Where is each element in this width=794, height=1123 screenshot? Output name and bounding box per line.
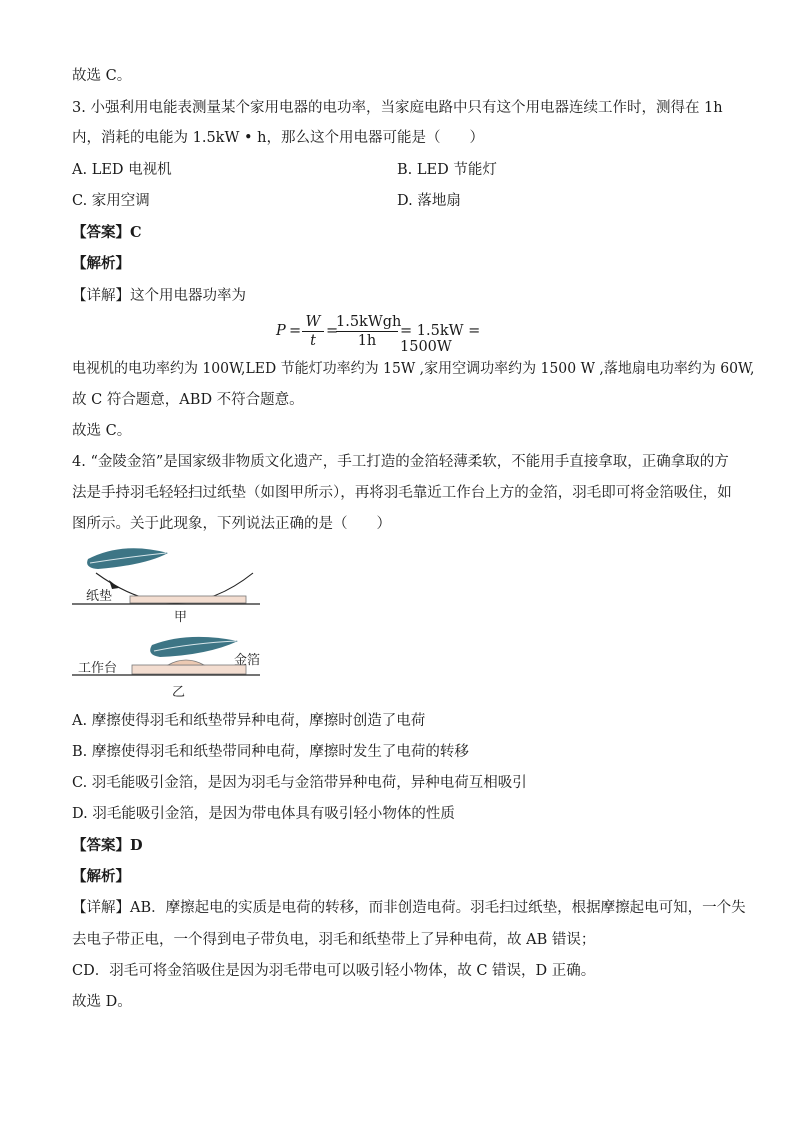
text-line: 故选 C。	[72, 68, 132, 84]
analysis-label: 【解析】	[72, 255, 130, 272]
detail-text: 【详解】这个用电器功率为	[72, 288, 246, 304]
formula-eq2: =	[326, 323, 339, 339]
gold-leaf	[168, 660, 204, 665]
option-b: B. 摩擦使得羽毛和纸垫带同种电荷，摩擦时发生了电荷的转移	[72, 744, 469, 760]
option-c: C. 家用空调	[72, 193, 150, 209]
question-4-stem: 4. “金陵金箔”是国家级非物质文化遗产，手工打造的金箔轻薄柔软，不能用手直接拿取，正确拿取的方	[72, 454, 729, 470]
label-paper-pad: 纸垫	[86, 589, 113, 604]
feather-icon	[150, 637, 238, 657]
fraction-w-over-t	[302, 313, 324, 350]
answer-label: 【答案】D	[72, 837, 143, 854]
label-jia: 甲	[174, 610, 188, 625]
label-gold-leaf: 金箔	[234, 653, 261, 668]
detail-text: 去电子带正电，一个得到电子带负电，羽毛和纸垫带上了异种电荷，故 AB 错误；	[72, 932, 596, 948]
answer-label: 【答案】C	[72, 224, 142, 241]
detail-text: CD．羽毛可将金箔吸住是因为羽毛带电可以吸引轻小物体，故 C 错误，D 正确。	[72, 963, 596, 979]
formula-p: P	[276, 323, 286, 339]
paper-pad	[130, 596, 246, 603]
option-b: B. LED 节能灯	[397, 162, 497, 178]
option-a: A. 摩擦使得羽毛和纸垫带异种电荷，摩擦时创造了电荷	[72, 713, 426, 729]
power-formula	[276, 313, 536, 353]
option-c: C. 羽毛能吸引金箔，是因为羽毛与金箔带异种电荷，异种电荷互相吸引	[72, 775, 527, 791]
option-a: A. LED 电视机	[72, 162, 172, 178]
option-d: D. 落地扇	[397, 193, 461, 209]
fraction-energy: 1.5kWgh	[336, 314, 402, 330]
label-work-bench: 工作台	[78, 661, 118, 676]
feather-icon	[87, 548, 168, 569]
detail-text: 故 C 符合题意，ABD 不符合题意。	[72, 392, 304, 408]
fraction-w: W	[305, 314, 321, 330]
question-4-stem-cont: 图所示。关于此现象，下列说法正确的是（ ）	[72, 516, 391, 532]
detail-text: 【详解】AB．摩擦起电的实质是电荷的转移，而非创造电荷。羽毛扫过纸垫，根据摩擦起电可知，一个失	[72, 900, 746, 916]
feather-figure	[68, 543, 268, 703]
text-line: 故选 D。	[72, 994, 132, 1010]
work-bench-pad	[132, 665, 246, 674]
question-3-stem-cont: 内，消耗的电能为 1.5kW • h，那么这个用电器可能是（ ）	[72, 130, 484, 146]
fraction-time: 1h	[357, 333, 377, 349]
label-yi: 乙	[172, 685, 186, 700]
fraction-energy-over-time	[336, 313, 402, 350]
question-3-stem: 3. 小强利用电能表测量某个家用电器的电功率，当家庭电路中只有这个用电器连续工作时，测得在 1h	[72, 100, 723, 116]
question-4-stem-cont: 法是手持羽毛轻轻扫过纸垫（如图甲所示），再将羽毛靠近工作台上方的金箔，羽毛即可将金箔吸住，如	[72, 485, 732, 501]
formula-result: = 1.5kW = 1500W	[400, 323, 481, 355]
fraction-t: t	[310, 333, 316, 349]
arrow-head-icon	[109, 580, 119, 589]
analysis-label: 【解析】	[72, 868, 130, 885]
formula-eq1: =	[289, 323, 302, 339]
option-d: D. 羽毛能吸引金箔，是因为带电体具有吸引轻小物体的性质	[72, 806, 455, 822]
detail-text: 电视机的电功率约为 100W,LED 节能灯功率约为 15W ,家用空调功率约为 1500 W ,落地扇电功率约为 60W,	[72, 361, 755, 377]
text-line: 故选 C。	[72, 423, 132, 439]
